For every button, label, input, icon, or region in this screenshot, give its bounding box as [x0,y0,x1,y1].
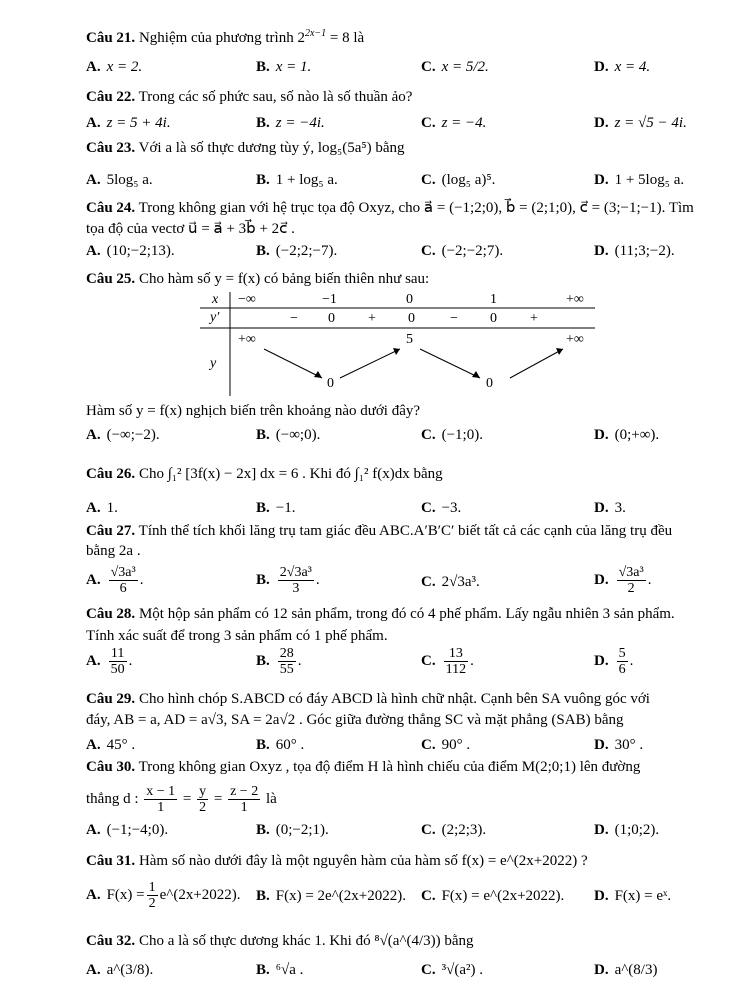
option-b[interactable]: B. $\frac{\text{2√3a³}}{3}$ . [256,565,320,596]
variation-table [200,292,595,396]
question-27: Câu 27. Tính thể tích khối lăng trụ tam giác đều ABC.A′B′C′ biết tất cả các cạnh của lăng trụ đều [86,523,673,539]
option-b[interactable]: B. 60° . [256,737,305,753]
option-b[interactable]: B. −1. [256,500,296,516]
option-b[interactable]: B. z = −4i. [256,115,325,131]
option-c[interactable]: C. (−1;0). [421,427,483,443]
option-d[interactable]: D. (0;+∞). [594,427,660,443]
option-c[interactable]: C. 2√3a³. [421,574,480,590]
sign: − [290,311,298,326]
options-31 [86,872,706,910]
sign: + [530,311,538,326]
arrow-up-2 [510,349,563,378]
option-d[interactable]: D. (1;0;2). [594,822,660,838]
question-29-line2: đáy, AB = a, AD = a√3, SA = 2a√2 . Góc giữa đường thẳng SC và mặt phẳng (SAB) bằng [86,712,624,728]
option-a[interactable]: A. 5log₅ a. [86,172,153,188]
option-a[interactable]: A. (10;−2;13). [86,243,175,259]
option-c[interactable]: C. 90° . [421,737,471,753]
sign: − [450,311,458,326]
question-28: Câu 28. Một hộp sản phẩm có 12 sản phẩm, trong đó có 4 phế phẩm. Lấy ngẫu nhiên 3 sản phẩm. [86,606,675,622]
option-c[interactable]: C. (2;2;3). [421,822,487,838]
sign: 0 [490,311,497,326]
x-tick: +∞ [566,292,584,307]
option-c[interactable]: C. x = 5/2. [421,59,489,75]
options-29 [86,737,706,759]
option-a[interactable]: A. (−1;−4;0). [86,822,169,838]
option-a[interactable]: A. $\frac{11}{50}$ . [86,646,133,677]
option-d[interactable]: D. x = 4. [594,59,651,75]
x-tick: 0 [406,292,413,307]
question-23: Câu 23. Với a là số thực dương tùy ý, log₅(5a⁵) bằng [86,140,405,156]
arrow-down-2 [420,349,480,378]
option-d[interactable]: D. F(x) = eˣ. [594,888,672,904]
option-c[interactable]: C. $\frac{13}{112}$ . [421,646,474,677]
question-21: Câu 21. Nghiệm của phương trình $2^{2x-1} = 8$ là [86,28,365,46]
option-c[interactable]: C. z = −4. [421,115,487,131]
sign: 0 [328,311,335,326]
y-label: y [210,356,217,371]
arrow-down-1 [264,349,322,378]
x-tick: −1 [322,292,337,307]
options-32 [86,962,706,984]
sign: + [368,311,376,326]
option-d[interactable]: D. (11;3;−2). [594,243,675,259]
option-c[interactable]: C. −3. [421,500,462,516]
question-27-line2: bằng 2a . [86,543,141,559]
option-c[interactable]: C. (−2;−2;7). [421,243,504,259]
option-d[interactable]: D. $\frac{5}{6}$ . [594,646,634,677]
options-24 [86,243,706,265]
option-a[interactable]: A. x = 2. [86,59,143,75]
options-26 [86,500,706,522]
option-c[interactable]: C. F(x) = e^(2x+2022). [421,888,565,904]
option-a[interactable]: A. a^(3/8). [86,962,154,978]
option-b[interactable]: B. F(x) = 2e^(2x+2022). [256,888,406,904]
x-label: x [212,292,219,307]
arrow-up-1 [340,349,400,378]
question-22: Câu 22. Trong các số phức sau, số nào là số thuần ảo? [86,89,413,105]
option-d[interactable]: D. 30° . [594,737,644,753]
option-a[interactable]: A. $\frac{\text{√3a³}}{6}$ . [86,565,144,596]
options-30 [86,822,706,844]
question-24-line2: tọa độ của vectơ u⃗ = a⃗ + 3b⃗ + 2c⃗ . [86,221,295,237]
options-28 [86,646,706,682]
question-26: Câu 26. Cho ∫₁² [3f(x) − 2x] dx = 6 . Khi đó ∫₁² f(x)dx bằng [86,466,443,482]
options-22 [86,115,706,137]
y-value: +∞ [566,332,584,347]
y-value: 0 [486,376,493,391]
options-25 [86,427,706,449]
y-value: 5 [406,332,413,347]
table-lines [200,292,595,396]
question-32: Câu 32. Cho a là số thực dương khác 1. Khi đó ⁸√(a^(4/3)) bằng [86,933,474,949]
option-d[interactable]: D. a^(8/3) [594,962,658,978]
option-b[interactable]: B. (−∞;0). [256,427,321,443]
option-d[interactable]: D. 1 + 5log₅ a. [594,172,685,188]
sign: 0 [408,311,415,326]
option-d[interactable]: D. z = √5 − 4i. [594,115,687,131]
question-31: Câu 31. Hàm số nào dưới đây là một nguyên hàm của hàm số f(x) = e^(2x+2022) ? [86,853,588,869]
option-b[interactable]: B. (−2;2;−7). [256,243,338,259]
option-b[interactable]: B. 1 + log₅ a. [256,172,338,188]
question-24: Câu 24. Trong không gian với hệ trục tọa độ Oxyz, cho a⃗ = (−1;2;0), b⃗ = (2;1;0), c⃗ = (3;−1;−1). Tìm [86,200,694,216]
options-23 [86,172,706,194]
option-a[interactable]: A. (−∞;−2). [86,427,160,443]
option-c[interactable]: C. (log₅ a)⁵. [421,172,496,188]
options-27 [86,565,706,601]
option-b[interactable]: B. $\frac{28}{55}$ . [256,646,302,677]
option-d[interactable]: D. $\frac{\text{√3a³}}{2}$ . [594,565,652,596]
question-25: Câu 25. Cho hàm số y = f(x) có bảng biến thiên như sau: [86,271,430,287]
question-29: Câu 29. Cho hình chóp S.ABCD có đáy ABCD là hình chữ nhật. Cạnh bên SA vuông góc với [86,691,650,707]
option-b[interactable]: B. (0;−2;1). [256,822,329,838]
yprime-label: y′ [210,310,220,325]
option-b[interactable]: B. ⁶√a . [256,962,304,978]
option-a[interactable]: A. F(x) = $\frac{1}{2}$ e^(2x+2022). [86,880,241,911]
y-value: 0 [327,376,334,391]
option-b[interactable]: B. x = 1. [256,59,312,75]
option-c[interactable]: C. ³√(a²) . [421,962,483,978]
question-28-line2: Tính xác suất để trong 3 sản phẩm có 1 phế phẩm. [86,628,388,644]
option-a[interactable]: A. 1. [86,500,118,516]
x-tick: −∞ [238,292,256,307]
y-value: +∞ [238,332,256,347]
x-tick: 1 [490,292,497,307]
option-a[interactable]: A. z = 5 + 4i. [86,115,171,131]
option-d[interactable]: D. 3. [594,500,626,516]
question-30-line2: thẳng d : $\frac{x - 1}{1}$ = $\frac{y}{2}$ = $\frac{z - 2}{1}$ là [86,784,277,815]
question-30: Câu 30. Trong không gian Oxyz , tọa độ điểm H là hình chiếu của điểm M(2;0;1) lên đường [86,759,641,775]
options-21 [86,59,706,81]
option-a[interactable]: A. 45° . [86,737,136,753]
question-25-line2: Hàm số y = f(x) nghịch biến trên khoảng nào dưới đây? [86,403,421,419]
